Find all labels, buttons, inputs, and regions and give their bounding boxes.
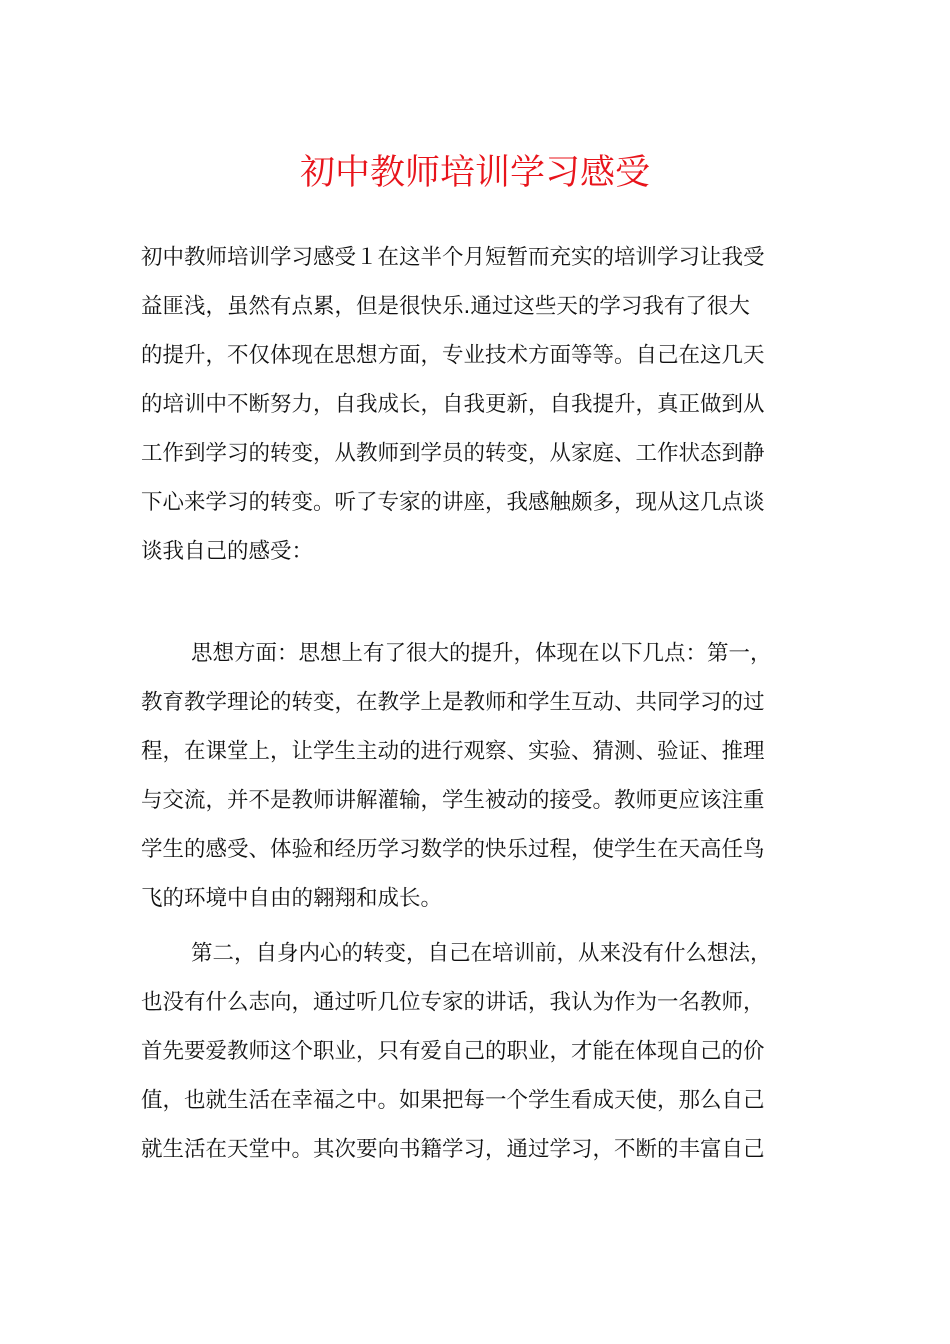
paragraph-line: 的培训中不断努力，自我成长，自我更新，自我提升，真正做到从 (141, 392, 765, 417)
paragraph-line: 工作到学习的转变，从教师到学员的转变，从家庭、工作状态到静 (141, 441, 765, 466)
paragraph-line: 谈我自己的感受： (141, 539, 314, 564)
paragraph-line: 值，也就生活在幸福之中。如果把每一个学生看成天使，那么自己 (141, 1088, 765, 1113)
paragraph-line: 首先要爱教师这个职业，只有爱自己的职业，才能在体现自己的价 (141, 1039, 765, 1064)
paragraph-line: 教育教学理论的转变，在教学上是教师和学生互动、共同学习的过 (141, 690, 765, 715)
paragraph-line: 程，在课堂上，让学生主动的进行观察、实验、猜测、验证、推理 (141, 739, 765, 764)
paragraph-line: 思想方面：思想上有了很大的提升，体现在以下几点：第一， (191, 641, 772, 666)
paragraph-line: 下心来学习的转变。听了专家的讲座，我感触颇多，现从这几点谈 (141, 490, 765, 515)
paragraph-line: 就生活在天堂中。其次要向书籍学习，通过学习，不断的丰富自己 (141, 1137, 765, 1162)
paragraph-line: 飞的环境中自由的翱翔和成长。 (141, 886, 443, 911)
paragraph-line: 第二，自身内心的转变，自己在培训前，从来没有什么想法， (191, 941, 772, 966)
document-title: 初中教师培训学习感受 (299, 153, 650, 193)
paragraph-line: 的提升，不仅体现在思想方面，专业技术方面等等。自己在这几天 (141, 343, 765, 368)
paragraph-line: 初中教师培训学习感受１在这半个月短暂而充实的培训学习让我受 (141, 245, 765, 270)
paragraph-line: 与交流，并不是教师讲解灌输，学生被动的接受。教师更应该注重 (141, 788, 765, 813)
paragraph-line: 益匪浅，虽然有点累，但是很快乐.通过这些天的学习我有了很大 (141, 294, 750, 319)
paragraph-line: 也没有什么志向，通过听几位专家的讲话，我认为作为一名教师， (141, 990, 765, 1015)
paragraph-line: 学生的感受、体验和经历学习数学的快乐过程，使学生在天高任鸟 (141, 837, 765, 862)
